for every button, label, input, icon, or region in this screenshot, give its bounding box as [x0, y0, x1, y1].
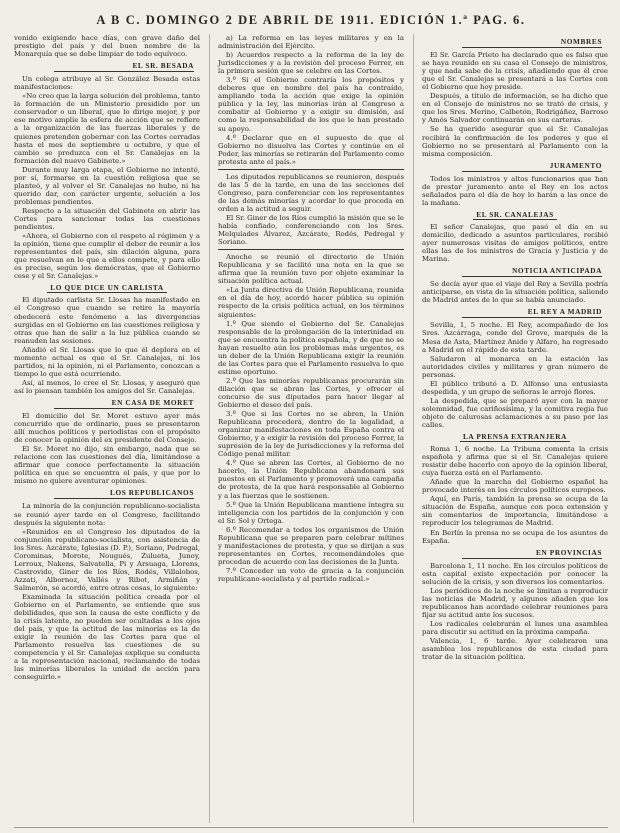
section-heading-juramento: JURAMENTO — [462, 162, 602, 172]
paragraph: Añadió el Sr. Llosas que lo que él deplora en el momento actual es que el Sr. Canalejas, ni los partidos, ni la opinión, ni el Parlamento, conozcan a tiempo lo que está ocurriendo. — [14, 345, 200, 378]
section-heading-moret: EN CASA DE MORET — [54, 399, 194, 409]
paragraph: Se ha querido asegurar que el Sr. Canalejas recibirá la confirmación de los poderes y que el Gobierno no se presentará al Parlamento con la misma composición. — [422, 125, 608, 158]
paragraph: Todos los ministros y altos funcionarios que han de prestar juramento ante el Rey en los actos señalados para el día de hoy lo harán a las once de la mañana. — [422, 174, 608, 207]
column-3 — [413, 34, 608, 823]
paragraph: venido exigiendo hace días, con grave daño del prestigio del país y del buen nombre de la Monarquía que se debe limpiar de todo equívoco. — [14, 34, 200, 59]
paragraph: Después, a título de información, se ha dicho que en el Consejo de ministros no se trató de crisis, y que los Sres. Merino, Calbetón, Rodrigáñez, Barroso y Amós Salvador continuarán en sus carteras. — [422, 92, 608, 125]
paragraph: El Sr. Giner de los Ríos cumplió la misión que se le había confiado, conferenciando con los Sres. Melquíades Álvarez, Azcárate, Rodés, Pedregal y Soriano. — [218, 213, 404, 247]
paragraph: Respecto a la situación del Gabinete en abrir las Cortes para sancionar todas las cuestiones pendientes. — [14, 206, 200, 232]
paragraph: Saludaron al monarca en la estación las autoridades civiles y militares y gran número de personas. — [422, 354, 608, 379]
paragraph: El Sr. García Prieto ha declarado que es falso que se haya reunido en su casa el Consejo de ministros, y que nada sabe de la crisis, añadiendo que él cree que el Sr. Canalejas se presentará a las Cortes con el Gobierno que hoy preside. — [422, 51, 608, 92]
section-heading-carlista — [14, 284, 200, 293]
paragraph: «No creo que la larga solución del problema, tanto la formación de un Ministerio presidido por un conservador o un liberal, que lo dirige mejor, y por ese motivo amplíe la esfera de acción que se refiere a la organización de las fuerzas liberales y de quienes pretenden gobernar con las Cortes cerradas hasta el mes de septiembre u octubre, y que el cambio se produzca con el Sr. Canalejas en la formación del nuevo Gabinete.» — [14, 92, 200, 165]
paragraph: Se decía ayer que el viaje del Rey a Sevilla podría anticiparse, en vista de la situación política, saliendo de Madrid antes de lo que se había anunciado. — [422, 280, 608, 305]
paragraph: Aquí, en París, también la prensa se ocupa de la situación de España, aunque con poca extensión y sin comentarios de importancia, limitándose a reproducir los telegramas de Madrid. — [422, 495, 608, 528]
paragraph: Añade que la marcha del Gobierno español ha provocado interés en los círculos políticos europeos. — [422, 478, 608, 495]
section-heading-rey: EL REY A MADRID — [462, 308, 602, 318]
section-heading-text: EL SR. CANALEJAS — [473, 210, 557, 220]
paragraph: 7.º Conceder un voto de gracia a la conjunción republicano-socialista y al partido radical.» — [218, 566, 404, 583]
paragraph: 1.º Que siendo el Gobierno del Sr. Canalejas responsable de la prolongación de la interinidad en que se encuentra la política española, y de que no se hayan resuelto aún los problemas más urgentes, es un deber de la Unión Republicana exigir la reunión de las Cortes para que el Parlamento resuelva lo que estime oportuno. — [218, 319, 404, 376]
paragraph: «La Junta directiva de Unión Republicana, reunida en el día de hoy, acordó hacer pública su opinión respecto de la crisis política actual, en los términos siguientes: — [218, 286, 404, 319]
paragraph: «Ahora, el Gobierno con el respeto al régimen y a la opinión, tiene que cumplir el deber de reunir a los representantes del país, sin dilación alguna, para que resuelvan en lo que a ellos compete, y para ello es preciso, según los demócratas, que el Gobierno cese y el Sr. Canalejas.» — [14, 232, 200, 281]
paragraph: b) Acuerdos respecto a la reforma de la ley de Jurisdicciones y a la revisión del proceso Ferrer, en la primera sesión que se celebre en las Cortes. — [218, 51, 404, 76]
columns — [14, 34, 608, 823]
paragraph: Barcelona 1, 11 noche. En los círculos políticos de esta capital existe expectación por conocer la solución de la crisis, y son diversos los comentarios. — [422, 561, 608, 586]
paragraph: Durante muy larga etapa, el Gobierno no intentó, por sí, formarse en la cuestión religiosa que se planteó, y al volver el Sr. Canalejas no hubo, ni ha querido dar, con carácter urgente, solución a los problemas pendientes. — [14, 165, 200, 206]
section-heading-prensa — [422, 433, 608, 442]
paragraph: Anoche se reunió el directorio de Unión Republicana y se facilitó una nota en la que se afirma que la reunión tuvo por objeto examinar la situación política actual. — [218, 253, 404, 286]
masthead: A B C. DOMINGO 2 DE ABRIL DE 1911. EDICIÓN 1.ª PAG. 6. — [96, 13, 526, 27]
section-heading-provincias: EN PROVINCIAS — [462, 549, 602, 559]
paragraph: La minoría de la conjunción republicano-socialista se reunió ayer tarde en el Congreso, facilitando después la siguiente nota: — [14, 502, 200, 527]
paragraph: Los radicales celebrarán el lunes una asamblea para discutir su actitud en la próxima campaña. — [422, 620, 608, 637]
paragraph: 2.º Que las minorías republicanas procurarán sin dilación que se abran las Cortes, y ofrecer el concurso de sus diputados para hacer llegar al Gobierno el deseo del país. — [218, 376, 404, 410]
paragraph: El domicilio del Sr. Moret estuvo ayer más concurrido que de ordinario, pues se presentaron allí muchos políticos y periodistas con el propósito de conocer la opinión del ex presidente del Consejo. — [14, 412, 200, 445]
section-heading-canalejas — [422, 211, 608, 220]
paragraph: La despedida, que se preparó ayer con la mayor solemnidad, fue cariñosísima, y la comitiva regia fue objeto de calurosas aclamaciones a su paso por las calles. — [422, 396, 608, 429]
paragraph: En Berlín la prensa no se ocupa de los asuntos de España. — [422, 528, 608, 545]
paragraph: Un colega atribuye al Sr. González Besada estas manifestaciones: — [14, 75, 200, 92]
paragraph: 3.º Si el Gobierno contraría los propósitos y deberes que en nombre del país ha contraído, ampliando toda la acción que exige la opinión pública y la ley, las minorías irán al Congreso a combatir al Gobierno y a exigir su dimisión, así como la responsabilidad de los que le han prestado su apoyo. — [218, 76, 404, 133]
paragraph: 6.º Recomendar a todos los organismos de Unión Republicana que se preparen para celebrar mítines y manifestaciones de protesta, y que se dirijan a sus representantes en Cortes, recomendándoles que procedan de acuerdo con las decisiones de la Junta. — [218, 525, 404, 566]
paragraph: El Sr. Moret no dijo, sin embargo, nada que se relacione con las cuestiones del día, limitándose a afirmar que conoce perfectamente la situación política en que se encuentra el país, y que por lo mismo no quiere aventurar opiniones. — [14, 445, 200, 486]
divider — [218, 169, 404, 170]
paragraph: Los periódicos de la noche se limitan a reproducir las noticias de Madrid, y algunos añaden que los republicanos han acordado celebrar reuniones para fijar su actitud ante los sucesos. — [422, 586, 608, 619]
section-heading-besada: EL SR. BESADA — [54, 62, 194, 72]
paragraph: Roma 1, 6 noche. La Tribuna comenta la crisis española y afirma que si el Sr. Canalejas quiere resistir debe hacerlo con apoyo de la opinión liberal, cuya fuerza está en el Parlamento. — [422, 445, 608, 478]
section-heading-text: LO QUE DICE UN CARLISTA — [47, 283, 166, 293]
section-heading-noticia: NOTICIA ANTICIPADA — [462, 267, 602, 277]
section-heading-text: LA PRENSA EXTRANJERA — [460, 432, 570, 442]
paragraph: Valencia, 1, 6 tarde. Ayer celebraron una asamblea los republicanos de esta ciudad para tratar de la situación política. — [422, 637, 608, 662]
paragraph: Sevilla, 1, 5 noche. El Rey, acompañado de los Sres. Azcárraga, conde del Grove, marqués de la Mesa de Asta, Martínez Anido y Alfaro, ha regresado a Madrid en el rápido de esta tarde. — [422, 321, 608, 354]
paragraph: Los diputados republicanos se reunieron, después de las 5 de la tarde, en una de las secciones del Congreso, para conferenciar con los representantes de las demás minorías y acordar lo que proceda en orden a la actitud a seguir. — [218, 172, 404, 213]
paragraph: Así, al menos, lo cree el Sr. Llosas, y aseguró que así lo piensan también los amigos del Sr. Canalejas. — [14, 378, 200, 395]
section-heading-nombres: NOMBRES — [462, 38, 602, 48]
bottom-rule — [14, 827, 608, 828]
paragraph: 4.º Que se abren las Cortes, al Gobierno de no hacerlo, la Unión Republicana abandonará sus puestos en el Parlamento y promoverá una campaña de protesta, de la que hará responsable al Gobierno y a las fuerzas que le sostienen. — [218, 459, 404, 500]
divider — [218, 249, 404, 250]
section-heading-republicanos: LOS REPUBLICANOS — [54, 489, 194, 499]
column-2 — [209, 34, 404, 823]
column-1 — [14, 34, 200, 823]
paragraph: «Reunidos en el Congreso los diputados de la conjunción republicano-socialista, con asistencia de los Sres. Azcárate, Iglesias (D. P.), Soriano, Pedregal, Corominas, Morote, Nougués, Zulueta, Junoy, Lerroux, Nakens, Salvatella, Pi y Arsuaga, Llorens, Castrovido, Giner de los Ríos, Rodés, Villalobos, Azzati, Albornoz, Vallés y Ribot, Armiñán y Salmerón, se acordó, entre otras cosas, lo siguiente: — [14, 527, 200, 592]
paragraph: 5.º Que la Unión Republicana mantiene íntegra su inteligencia con los partidos de la conjunción y con el Sr. Sol y Ortega. — [218, 500, 404, 525]
paragraph: a) La reforma en las leyes militares y en la administración del Ejército. — [218, 34, 404, 51]
paragraph: 4.º Declarar que en el supuesto de que el Gobierno no disuelva las Cortes y continúe en el Poder, las minorías se retirarán del Parlamento como protesta ante el país.» — [218, 133, 404, 166]
paragraph: El diputado carlista Sr. Llosas ha manifestado en el Congreso que cuando se retire la mayoría obedecerá este fenómeno a las divergencias surgidas en el Gobierno en las cuestiones religiosa y otras que han de salir a la luz pública cuando se reanuden las sesiones. — [14, 296, 200, 345]
paragraph: El público tributó a D. Alfonso una entusiasta despedida, y un grupo de señoras le arrojó flores. — [422, 379, 608, 396]
paragraph: El señor Canalejas, que pasó el día en su domicilio, dedicado a asuntos particulares, recibió ayer numerosas visitas de amigos políticos, entre ellas las de los ministros de Gracia y Justicia y de Marina. — [422, 222, 608, 264]
paragraph: 3.º Que si las Cortes no se abren, la Unión Republicana procederá, dentro de la legalidad, a organizar manifestaciones en toda España contra el Gobierno, y a exigir la revisión del proceso Ferrer, la supresión de la ley de Jurisdicciones y la reforma del Código penal militar. — [218, 410, 404, 459]
paragraph: Examinada la situación política creada por el Gobierno en el Parlamento, se entiende que sus debilidades, que son la causa de este conflicto y de la crisis latente, no pueden ser ocultadas a los ojos del país, y que la actitud de las minorías es la de exigir la reunión de las Cortes para que el Parlamento resuelva las cuestiones de su competencia y el Sr. Canalejas explique su conducta a la representación nacional, reclamando de todas las minorías liberales la unidad de acción para conseguirlo.» — [14, 593, 200, 682]
